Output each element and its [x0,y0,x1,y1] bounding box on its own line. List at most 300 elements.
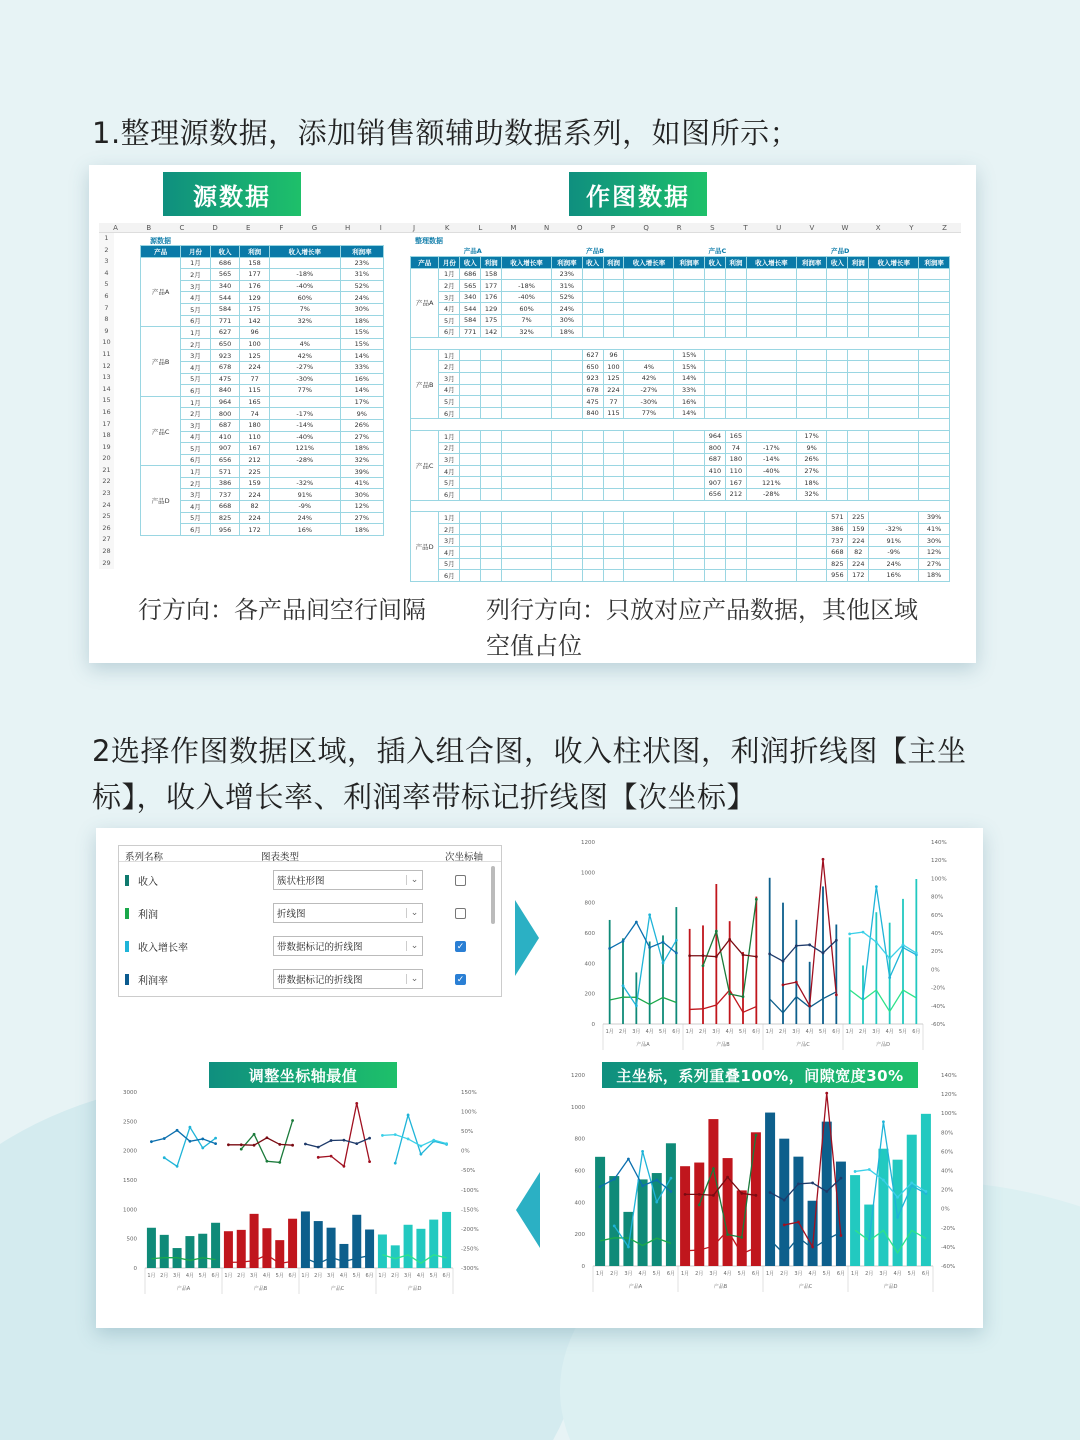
table-cell: 177 [481,280,502,292]
column-letter[interactable]: C [179,224,185,232]
profit-margin-marker [655,1179,658,1182]
empty-cell [624,477,674,489]
table-cell: 42% [269,350,340,362]
x-month-tick-label: 5月 [429,1273,438,1279]
x-month-tick-label: 6月 [836,1271,846,1277]
row-number[interactable]: 4 [99,268,114,280]
table-cell: 176 [240,280,270,292]
row-number[interactable]: 13 [99,372,114,384]
y-axis-tick-label: 2000 [123,1148,137,1155]
empty-cell [460,431,481,443]
column-letter[interactable]: F [279,224,284,232]
column-letter[interactable]: D [212,224,218,232]
chevron-down-icon: ⌄ [406,941,422,951]
column-letter[interactable]: Y [909,224,914,232]
revenue-growth-marker [728,993,731,996]
table-cell: -17% [746,442,796,454]
secondary-axis-checkbox[interactable]: ✓ [456,941,465,952]
table-cell: 32% [502,326,552,338]
row-number[interactable]: 19 [99,442,114,454]
profit-margin-marker [712,1194,715,1197]
y2-axis-tick-label: 120% [931,858,947,865]
table-cell: 142 [481,326,502,338]
empty-cell [725,396,746,408]
column-letter[interactable]: V [809,224,815,232]
combo-chart-overlap [565,1065,960,1303]
empty-cell [481,431,502,443]
empty-cell [746,303,796,315]
table-cell: -9% [869,546,919,558]
chart-type-select[interactable] [273,903,423,923]
empty-cell [827,349,848,361]
empty-cell [460,523,481,535]
chart-type-select[interactable] [273,870,423,890]
table-cell: 18% [340,524,383,536]
table-row [141,466,384,478]
row-number[interactable]: 9 [99,326,114,338]
revenue-growth-marker [635,1004,638,1007]
column-letter[interactable]: T [743,224,748,232]
row-number[interactable]: 23 [99,488,114,500]
x-month-tick-label: 1月 [765,1029,774,1035]
profit-margin-marker [266,1136,269,1139]
table-cell: 39% [340,466,383,478]
profit-line [610,997,677,1004]
row-number[interactable]: 21 [99,465,114,477]
empty-cell [746,315,796,327]
x-month-tick-label: 5月 [652,1271,661,1277]
product-cell: 产品B [141,327,181,397]
empty-cell [582,303,603,315]
revenue-growth-marker [896,1216,899,1219]
empty-cell [624,442,674,454]
profit-margin-marker [755,1194,758,1197]
column-letter[interactable]: U [776,224,782,232]
table-row [411,303,950,315]
row-number[interactable]: 3 [99,256,114,268]
profit-margin-marker [862,931,865,934]
row-number[interactable]: 5 [99,279,114,291]
profit-margin-marker [445,1142,448,1145]
table-cell: 26% [796,454,827,466]
profit-margin-marker [420,1145,423,1148]
x-month-tick-label: 2月 [610,1271,619,1277]
table-cell: 907 [705,477,726,489]
secondary-axis-checkbox[interactable] [455,875,466,886]
table-cell: 77% [269,385,340,397]
month-cell: 1月 [439,431,460,443]
chart-type-select[interactable] [273,969,423,989]
table-cell: 923 [210,350,240,362]
table-cell [269,466,340,478]
row-number[interactable]: 22 [99,476,114,488]
profit-margin-marker [854,1170,857,1173]
table-cell: 180 [240,419,270,431]
month-cell: 5月 [439,558,460,570]
table-cell: 12% [340,501,383,513]
row-number[interactable]: 27 [99,534,114,546]
revenue-growth-marker [641,1150,644,1153]
column-header: 利润率 [552,257,583,269]
column-letter[interactable]: N [543,224,550,232]
profit-margin-marker [868,1168,871,1171]
revenue-growth-marker [740,1236,743,1239]
table-cell: 340 [460,291,481,303]
row-number[interactable]: 25 [99,511,114,523]
x-month-tick-label: 3月 [712,1029,721,1035]
table-cell: 42% [624,373,674,385]
x-month-tick-label: 4月 [262,1273,272,1279]
empty-cell [827,315,848,327]
revenue-growth-marker [825,1092,828,1095]
revenue-growth-marker [343,1165,346,1168]
empty-cell [848,442,869,454]
empty-cell [848,315,869,327]
table-cell: -32% [869,523,919,535]
dialog-scrollbar[interactable] [491,866,495,924]
revenue-bar [822,1122,832,1266]
table-cell: 18% [552,326,583,338]
empty-cell [624,291,674,303]
y-axis-tick-label: 3000 [123,1090,137,1096]
revenue-growth-marker [675,939,678,942]
table-cell: 180 [725,454,746,466]
table-cell: 74 [240,408,270,420]
empty-cell [746,384,796,396]
column-letter[interactable]: B [146,224,152,232]
empty-cell [848,407,869,419]
secondary-axis-checkbox[interactable] [455,908,466,919]
x-month-tick-label: 5月 [822,1271,831,1277]
empty-cell [502,465,552,477]
table-row [411,291,950,303]
column-letter[interactable]: S [710,224,715,232]
empty-cell [919,477,950,489]
profit-margin-marker [394,1133,397,1136]
table-cell: 571 [210,466,240,478]
empty-cell [746,546,796,558]
empty-cell [502,546,552,558]
y2-axis-tick-label: 40% [931,931,944,937]
column-letter[interactable]: E [245,224,251,232]
empty-cell [705,407,726,419]
empty-cell [746,558,796,570]
empty-cell [582,570,603,582]
banner-chart-data: 作图数据 [569,172,707,216]
revenue-bar [850,1175,860,1266]
column-header: 利润率 [796,257,827,269]
table-row [411,373,950,385]
y-axis-tick-label: 1000 [123,1207,137,1214]
row-number[interactable]: 26 [99,523,114,535]
table-row [411,349,950,361]
revenue-bar [795,920,797,1024]
empty-cell [674,326,705,338]
empty-cell [746,570,796,582]
revenue-bar [902,899,904,1024]
empty-cell [582,488,603,500]
revenue-growth-marker [627,1246,630,1249]
table-row [141,257,384,269]
column-letter[interactable]: Z [942,224,947,232]
revenue-bar [779,1139,789,1266]
row-number[interactable]: 8 [99,314,114,326]
table-cell: 678 [210,361,240,373]
empty-cell [869,280,919,292]
row-number[interactable]: 29 [99,558,114,570]
row-number[interactable]: 1 [99,233,114,245]
y2-axis-tick-label: 0% [461,1148,470,1155]
empty-cell [796,361,827,373]
y-axis-tick-label: 600 [574,1168,585,1175]
column-letter[interactable]: Q [643,224,649,232]
series-row [125,903,495,923]
empty-cell [502,512,552,524]
revenue-growth-marker [715,930,718,933]
column-header: 收入 [582,257,603,269]
revenue-growth-marker [882,1120,885,1123]
empty-cell [919,280,950,292]
empty-cell [919,431,950,443]
revenue-bar [875,912,877,1024]
empty-cell [502,349,552,361]
column-letter[interactable]: I [379,224,382,232]
empty-cell [603,546,624,558]
empty-cell [796,546,827,558]
empty-cell [460,454,481,466]
banner-source-data: 源数据 [163,172,301,216]
profit-line [690,990,757,1012]
table-cell: 30% [340,303,383,315]
x-month-tick-label: 6月 [751,1271,761,1277]
column-letter[interactable]: A [113,224,118,232]
table-cell [502,268,552,280]
column-header: 利润 [848,257,869,269]
profit-margin-marker [702,954,705,957]
table-row [411,570,950,582]
empty-cell [460,373,481,385]
table-cell: 91% [869,535,919,547]
month-cell: 5月 [181,512,211,524]
product-cell: 产品A [411,268,439,338]
table-cell: 60% [269,292,340,304]
revenue-growth-marker [782,983,785,986]
table-cell: 627 [582,349,603,361]
table-cell: 41% [919,523,950,535]
empty-cell [725,349,746,361]
table-row [411,361,950,373]
table-cell: 159 [848,523,869,535]
spacer-row [411,338,950,350]
x-month-tick-label: 3月 [249,1273,259,1279]
table-cell: 410 [210,431,240,443]
profit-margin-marker [698,1193,701,1196]
table-cell: 686 [460,268,481,280]
table-cell: 18% [796,477,827,489]
table-cell: 24% [269,512,340,524]
empty-cell [869,315,919,327]
row-number[interactable]: 28 [99,546,114,558]
revenue-bar [404,1225,413,1268]
empty-cell [705,326,726,338]
column-letter[interactable]: K [444,224,450,232]
month-cell: 5月 [439,396,460,408]
column-letter[interactable]: L [478,224,483,232]
month-cell: 1月 [439,512,460,524]
row-number[interactable]: 18 [99,430,114,442]
x-month-tick-label: 6月 [832,1029,841,1035]
table-cell: 32% [269,315,340,327]
revenue-bar [649,941,651,1024]
table-cell: 27% [796,465,827,477]
table-cell: 24% [869,558,919,570]
revenue-bar [708,1119,718,1266]
column-letter[interactable]: H [345,224,351,232]
profit-margin-marker [355,1142,358,1145]
empty-cell [502,570,552,582]
empty-cell [725,291,746,303]
profit-margin-marker [684,1193,687,1196]
profit-margin-marker [214,1142,217,1145]
table-cell: 60% [502,303,552,315]
row-number[interactable]: 12 [99,361,114,373]
table-row [411,326,950,338]
revenue-bar [751,1132,761,1266]
revenue-bar [609,920,611,1024]
y2-axis-tick-label: -200% [461,1226,479,1233]
row-number[interactable]: 11 [99,349,114,361]
empty-cell [725,268,746,280]
row-number[interactable]: 17 [99,419,114,431]
row-number[interactable]: 7 [99,303,114,315]
x-month-tick-label: 1月 [595,1271,605,1277]
empty-cell [725,384,746,396]
row-number[interactable]: 6 [99,291,114,303]
empty-cell [624,280,674,292]
x-month-tick-label: 3月 [794,1271,803,1277]
empty-cell [919,268,950,280]
table-cell: 737 [210,489,240,501]
column-letter[interactable]: G [311,224,318,232]
empty-cell [552,546,583,558]
empty-cell [869,431,919,443]
x-month-tick-label: 6月 [211,1273,220,1279]
empty-cell [725,280,746,292]
x-month-tick-label: 3月 [879,1271,888,1277]
column-letter[interactable]: P [610,224,616,232]
column-letter[interactable]: J [412,224,416,232]
column-header: 收入 [827,257,848,269]
row-number[interactable]: 2 [99,245,114,257]
table-cell: 956 [827,570,848,582]
table-cell: 27% [340,512,383,524]
empty-cell [705,523,726,535]
x-product-tick-label: 产品C [330,1286,345,1292]
x-month-tick-label: 1月 [845,1029,854,1035]
chart-type-select[interactable] [273,936,423,956]
row-number[interactable]: 15 [99,395,114,407]
empty-cell [796,384,827,396]
x-product-tick-label: 产品A [628,1284,643,1290]
table-cell: 33% [340,361,383,373]
table-cell: 30% [919,535,950,547]
table-cell [269,327,340,339]
empty-cell [460,465,481,477]
secondary-axis-checkbox[interactable]: ✓ [456,974,465,985]
table-cell: 129 [481,303,502,315]
column-letter[interactable]: M [510,224,517,232]
x-product-tick-label: 产品B [253,1286,268,1292]
column-letter[interactable]: R [676,224,682,232]
empty-cell [796,512,827,524]
product-cell: 产品D [141,466,181,536]
revenue-growth-marker [875,885,878,888]
table-cell: 26% [340,419,383,431]
month-cell: 3月 [439,535,460,547]
row-number[interactable]: 14 [99,384,114,396]
table-cell: 176 [481,291,502,303]
revenue-bar [793,1157,803,1266]
table-header-row [411,257,950,269]
empty-cell [848,488,869,500]
column-letter[interactable]: X [875,224,881,232]
empty-cell [827,361,848,373]
empty-cell [746,523,796,535]
empty-cell [502,523,552,535]
y2-axis-tick-label: 40% [941,1168,954,1175]
column-letter[interactable]: O [577,224,583,232]
table-cell: 18% [919,570,950,582]
profit-margin-marker [822,952,825,955]
table-cell: 386 [210,477,240,489]
month-cell: 6月 [181,454,211,466]
profit-margin-marker [201,1138,204,1141]
y2-axis-tick-label: 80% [931,894,944,901]
empty-cell [674,512,705,524]
spacer-row [411,500,950,512]
empty-cell [603,535,624,547]
empty-cell [603,268,624,280]
table-cell: 121% [269,443,340,455]
empty-cell [582,477,603,489]
col-secondary-axis: 次坐标轴 [445,852,484,863]
row-number[interactable]: 20 [99,453,114,465]
profit-margin-marker [635,921,638,924]
empty-cell [827,442,848,454]
column-letter[interactable]: W [841,224,849,232]
row-number[interactable]: 16 [99,407,114,419]
column-header: 收入增长率 [746,257,796,269]
x-month-tick-label: 2月 [618,1029,628,1035]
row-number[interactable]: 24 [99,500,114,512]
empty-cell [502,431,552,443]
table-cell: 923 [582,373,603,385]
revenue-bar [429,1220,438,1268]
revenue-growth-line [395,1115,446,1163]
month-cell: 4月 [181,501,211,513]
product-group-header: 产品D [830,247,850,256]
profit-margin-marker [613,1178,616,1181]
table-cell: 167 [240,443,270,455]
revenue-growth-marker [368,1160,371,1163]
column-header: 收入增长率 [869,257,919,269]
table-cell: 74 [725,442,746,454]
column-header: 收入 [460,257,481,269]
revenue-growth-marker [330,1155,333,1158]
row-number[interactable]: 10 [99,337,114,349]
empty-cell [674,280,705,292]
y2-axis-tick-label: 100% [941,1111,957,1118]
